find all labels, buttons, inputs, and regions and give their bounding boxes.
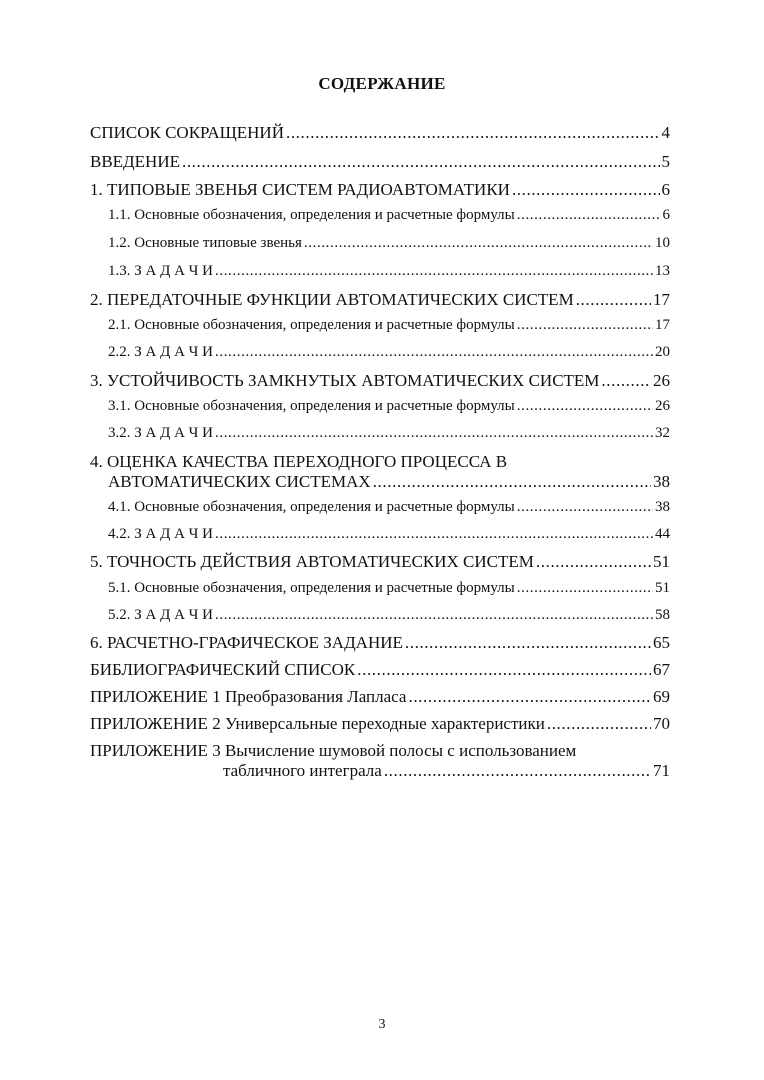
toc-entry-section-5-1[interactable] <box>108 581 670 596</box>
toc-entry-section-4-2[interactable] <box>108 527 670 542</box>
toc-entry-appendix-2[interactable] <box>90 715 670 732</box>
toc-entry-label: 6. РАСЧЕТНО-ГРАФИЧЕСКОЕ ЗАДАНИЕ <box>90 633 403 652</box>
toc-leader-dots <box>536 553 651 570</box>
toc-leader-dots <box>304 236 653 251</box>
toc-entry-label: БИБЛИОГРАФИЧЕСКИЙ СПИСОК <box>90 660 356 679</box>
toc-entry-page: 4 <box>661 123 670 142</box>
toc-entry-appendix-3[interactable] <box>223 762 670 779</box>
toc-entry-section-5-2[interactable] <box>108 608 670 623</box>
toc-entry-section-1-1[interactable] <box>108 208 670 223</box>
toc-leader-dots <box>215 527 653 542</box>
toc-leader-dots <box>182 153 660 170</box>
toc-entry-appendix-3-line1[interactable]: ПРИЛОЖЕНИЕ 3 Вычисление шумовой полосы с использованием <box>90 741 577 760</box>
toc-leader-dots <box>215 426 653 441</box>
toc-leader-dots <box>517 208 661 223</box>
toc-entry-label: 1.1. Основные обозначения, определения и расчетные формулы <box>108 207 515 223</box>
toc-entry-label: табличного интеграла <box>223 761 382 780</box>
toc-entry-section-4-1[interactable] <box>108 500 670 515</box>
toc-leader-dots <box>408 688 651 705</box>
toc-entry-page: 17 <box>655 317 670 333</box>
toc-leader-dots <box>286 124 660 141</box>
toc-leader-dots <box>517 500 653 515</box>
toc-entry-label: ПРИЛОЖЕНИЕ 2 Универсальные переходные характеристики <box>90 714 545 733</box>
toc-entry-appendix-1[interactable] <box>90 688 670 705</box>
toc-entry-label: АВТОМАТИЧЕСКИХ СИСТЕМАХ <box>108 472 371 491</box>
toc-entry-label: 3.1. Основные обозначения, определения и расчетные формулы <box>108 398 515 414</box>
toc-entry-chapter-6[interactable] <box>90 634 670 651</box>
page-number: 3 <box>378 1017 386 1032</box>
toc-entry-page: 69 <box>653 687 670 706</box>
toc-leader-dots <box>373 473 651 490</box>
toc-entry-page: 51 <box>653 552 670 571</box>
page-title: СОДЕРЖАНИЕ <box>318 74 446 93</box>
toc-entry-page: 32 <box>655 425 670 441</box>
toc-entry-abbreviations[interactable] <box>90 124 670 141</box>
toc-entry-page: 67 <box>653 660 670 679</box>
toc-entry-section-3-2[interactable] <box>108 426 670 441</box>
toc-entry-label: ПРИЛОЖЕНИЕ 1 Преобразования Лапласа <box>90 687 407 706</box>
toc-entry-page: 26 <box>653 371 670 390</box>
toc-entry-page: 71 <box>653 761 670 780</box>
toc-entry-section-2-1[interactable] <box>108 318 670 333</box>
toc-entry-label: СПИСОК СОКРАЩЕНИЙ <box>90 123 284 142</box>
toc-entry-page: 6 <box>661 180 670 199</box>
toc-leader-dots <box>517 318 653 333</box>
toc-entry-page: 51 <box>655 580 670 596</box>
toc-entry-chapter-3[interactable] <box>90 372 670 389</box>
toc-entry-label: 1.3. З А Д А Ч И <box>108 263 213 279</box>
toc-entry-label: 1. ТИПОВЫЕ ЗВЕНЬЯ СИСТЕМ РАДИОАВТОМАТИКИ <box>90 180 510 199</box>
toc-entry-label: 4.2. З А Д А Ч И <box>108 526 213 542</box>
toc-entry-label: 1.2. Основные типовые звенья <box>108 235 302 251</box>
toc-leader-dots <box>384 762 651 779</box>
toc-entry-label: 2.1. Основные обозначения, определения и расчетные формулы <box>108 317 515 333</box>
toc-entry-page: 65 <box>653 633 670 652</box>
toc-entry-page: 13 <box>655 263 670 279</box>
toc-entry-page: 38 <box>653 472 670 491</box>
toc-entry-page: 6 <box>662 207 670 223</box>
toc-leader-dots <box>512 181 660 198</box>
toc-entry-chapter-4-line1[interactable]: 4. ОЦЕНКА КАЧЕСТВА ПЕРЕХОДНОГО ПРОЦЕССА В <box>90 452 508 471</box>
toc-entry-bibliography[interactable] <box>90 661 670 678</box>
toc-entry-section-1-3[interactable] <box>108 264 670 279</box>
toc-entry-label: 5.2. З А Д А Ч И <box>108 607 213 623</box>
toc-entry-label: 5.1. Основные обозначения, определения и расчетные формулы <box>108 580 515 596</box>
toc-entry-section-1-2[interactable] <box>108 236 670 251</box>
toc-leader-dots <box>517 581 653 596</box>
toc-entry-chapter-5[interactable] <box>90 553 670 570</box>
toc-entry-chapter-4[interactable] <box>108 473 670 490</box>
toc-entry-page: 10 <box>655 235 670 251</box>
toc-leader-dots <box>357 661 651 678</box>
toc-entry-page: 17 <box>653 290 670 309</box>
toc-entry-section-3-1[interactable] <box>108 399 670 414</box>
toc-entry-page: 70 <box>653 714 670 733</box>
toc-entry-section-2-2[interactable] <box>108 345 670 360</box>
toc-entry-page: 5 <box>661 152 670 171</box>
toc-entry-chapter-2[interactable] <box>90 291 670 308</box>
toc-entry-chapter-1[interactable] <box>90 181 670 198</box>
toc-entry-label: 2. ПЕРЕДАТОЧНЫЕ ФУНКЦИИ АВТОМАТИЧЕСКИХ СИСТЕМ <box>90 290 574 309</box>
toc-leader-dots <box>547 715 651 732</box>
toc-entry-page: 44 <box>655 526 670 542</box>
toc-entry-label: 4.1. Основные обозначения, определения и расчетные формулы <box>108 499 515 515</box>
toc-entry-page: 26 <box>655 398 670 414</box>
toc-entry-label: 3. УСТОЙЧИВОСТЬ ЗАМКНУТЫХ АВТОМАТИЧЕСКИХ СИСТЕМ <box>90 371 600 390</box>
toc-entry-page: 20 <box>655 344 670 360</box>
toc-entry-label: 2.2. З А Д А Ч И <box>108 344 213 360</box>
toc-entry-page: 38 <box>655 499 670 515</box>
toc-leader-dots <box>405 634 651 651</box>
toc-entry-label: ВВЕДЕНИЕ <box>90 152 180 171</box>
toc-entry-introduction[interactable] <box>90 153 670 170</box>
toc-leader-dots <box>576 291 651 308</box>
toc-leader-dots <box>517 399 653 414</box>
toc-entry-label: 5. ТОЧНОСТЬ ДЕЙСТВИЯ АВТОМАТИЧЕСКИХ СИСТЕМ <box>90 552 534 571</box>
toc-leader-dots <box>215 608 653 623</box>
toc-leader-dots <box>215 264 653 279</box>
toc-leader-dots <box>215 345 653 360</box>
toc-entry-label: 3.2. З А Д А Ч И <box>108 425 213 441</box>
toc-entry-page: 58 <box>655 607 670 623</box>
toc-leader-dots <box>601 372 651 389</box>
